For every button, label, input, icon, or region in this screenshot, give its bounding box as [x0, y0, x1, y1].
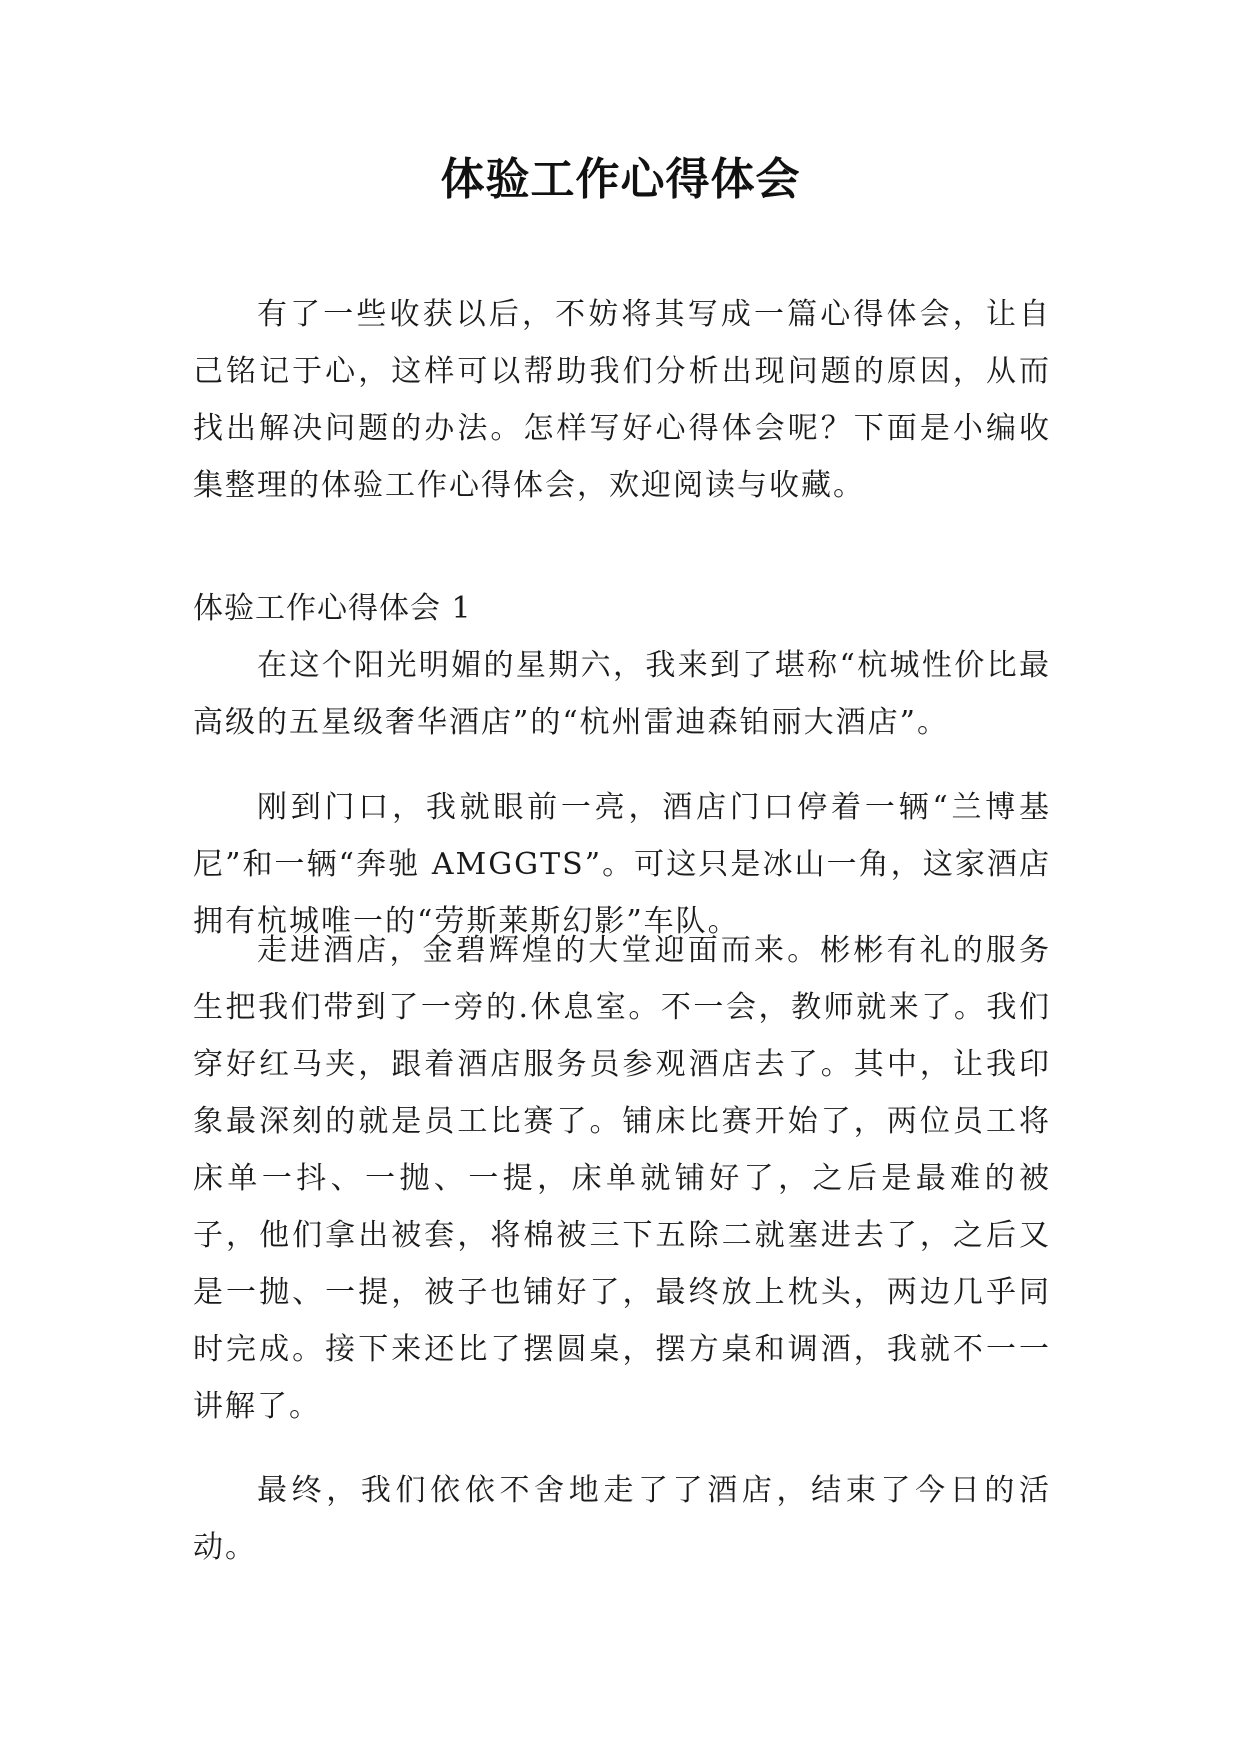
intro-paragraph: 有了一些收获以后，不妨将其写成一篇心得体会，让自己铭记于心，这样可以帮助我们分析出现问题的原因，从而找出解决问题的办法。怎样写好心得体会呢？下面是小编收集整理的体验工作心得体会，欢迎阅读与收藏。 — [193, 297, 1051, 503]
body-paragraph-2: 刚到门口，我就眼前一亮，酒店门口停着一辆“兰博基尼”和一辆“奔驰 AMGGTS”。可这只是冰山一角，这家酒店拥有杭城唯一的“劳斯莱斯幻影”车队。 — [193, 790, 1051, 939]
section-heading: 体验工作心得体会 1 — [193, 591, 472, 626]
body-paragraph-4: 最终，我们依依不舍地走了了酒店，结束了今日的活动。 — [193, 1473, 1051, 1565]
body-paragraph-1: 在这个阳光明媚的星期六，我来到了堪称“杭城性价比最高级的五星级奢华酒店”的“杭州雷迪森铂丽大酒店”。 — [193, 648, 1051, 740]
body-paragraph-3: 走进酒店，金碧辉煌的大堂迎面而来。彬彬有礼的服务生把我们带到了一旁的.休息室。不一会，教师就来了。我们穿好红马夹，跟着酒店服务员参观酒店去了。其中，让我印象最深刻的就是员工比赛了。铺床比赛开始了，两位员工将床单一抖、一抛、一提，床单就铺好了，之后是最难的被子，他们拿出被套，将棉被三下五除二就塞进去了，之后又是一抛、一提，被子也铺好了，最终放上枕头，两边几乎同时完成。接下来还比了摆圆桌，摆方桌和调酒，我就不一一讲解了。 — [193, 933, 1051, 1424]
page-title: 体验工作心得体会 — [440, 154, 801, 205]
